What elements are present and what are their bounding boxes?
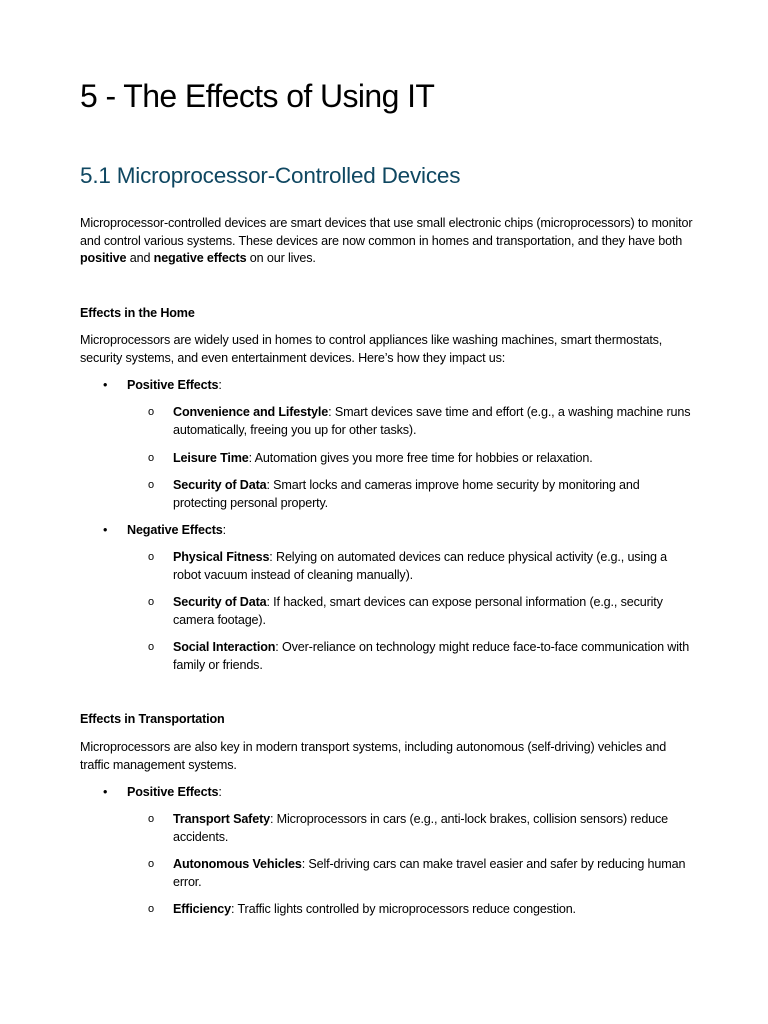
- intro-bold-positive: positive: [80, 251, 127, 265]
- section-heading: 5.1 Microprocessor-Controlled Devices: [80, 163, 461, 188]
- list-item: [148, 856, 693, 891]
- item-desc: : Microprocessors in cars (e.g., anti-lock brakes, collision sensors) reduce accidents.: [173, 812, 669, 844]
- intro-text-2: and: [126, 251, 154, 265]
- sub-bullet-icon: o: [148, 406, 154, 418]
- item-desc: : Self-driving cars can make travel easier and safer by reducing human error.: [173, 857, 686, 889]
- colon: :: [218, 785, 222, 799]
- sub-bullet-icon: o: [148, 551, 154, 563]
- intro-text-3: on our lives.: [246, 251, 316, 265]
- home-heading: Effects in the Home: [80, 306, 195, 320]
- item-term: Leisure Time: [173, 451, 249, 465]
- item-desc: : Over-reliance on technology might reduce face-to-face communication with family or friends.: [173, 640, 690, 672]
- home-positive-label-text: Positive Effects: [127, 378, 219, 392]
- list-item: [148, 811, 693, 846]
- sub-bullet-icon: o: [148, 596, 154, 608]
- item-desc: : Smart devices save time and effort (e.g., a washing machine runs automatically, freeing you up for other tasks).: [173, 405, 691, 437]
- intro-paragraph: [80, 215, 695, 268]
- item-term: Autonomous Vehicles: [173, 857, 302, 871]
- item-term: Security of Data: [173, 478, 267, 492]
- list-item: [148, 594, 693, 629]
- sub-bullet-icon: o: [148, 813, 154, 825]
- item-desc: : Relying on automated devices can reduce physical activity (e.g., using a robot vacuum instead of cleaning manually).: [173, 550, 668, 582]
- transport-positive-label-text: Positive Effects: [127, 785, 219, 799]
- sub-bullet-icon: o: [148, 858, 154, 870]
- list-item: [148, 901, 693, 919]
- sub-bullet-icon: o: [148, 479, 154, 491]
- item-term: Efficiency: [173, 902, 231, 916]
- item-term: Security of Data: [173, 595, 267, 609]
- list-item: [148, 404, 693, 439]
- transport-paragraph: Microprocessors are also key in modern transport systems, including autonomous (self-driving) vehicles and traffic management systems.: [80, 740, 667, 772]
- item-term: Physical Fitness: [173, 550, 270, 564]
- colon: :: [222, 523, 226, 537]
- sub-bullet-icon: o: [148, 452, 154, 464]
- item-term: Social Interaction: [173, 640, 276, 654]
- list-item: [148, 549, 693, 584]
- list-item: [148, 477, 693, 512]
- colon: :: [218, 378, 222, 392]
- page-title: 5 - The Effects of Using IT: [80, 78, 435, 114]
- sub-bullet-icon: o: [148, 903, 154, 915]
- transport-heading: Effects in Transportation: [80, 712, 225, 726]
- bullet-icon: •: [103, 785, 108, 799]
- intro-bold-negative: negative effects: [153, 251, 247, 265]
- item-desc: : If hacked, smart devices can expose personal information (e.g., security camera footage).: [173, 595, 663, 627]
- list-item: [148, 639, 693, 674]
- intro-text-1: Microprocessor-controlled devices are smart devices that use small electronic chips (microprocessors) to monitor and control various systems. These devices are now common in homes and transportation, and they have both: [80, 216, 693, 248]
- item-term: Transport Safety: [173, 812, 270, 826]
- home-negative-label-text: Negative Effects: [127, 523, 223, 537]
- bullet-icon: •: [103, 378, 108, 392]
- sub-bullet-icon: o: [148, 641, 154, 653]
- item-desc: : Smart locks and cameras improve home security by monitoring and protecting personal property.: [173, 478, 640, 510]
- item-term: Convenience and Lifestyle: [173, 405, 329, 419]
- item-desc: : Automation gives you more free time for hobbies or relaxation.: [248, 451, 593, 465]
- home-paragraph: Microprocessors are widely used in homes to control appliances like washing machines, smart thermostats, security systems, and even entertainment devices. Here’s how they impact us:: [80, 333, 663, 365]
- item-desc: : Traffic lights controlled by microprocessors reduce congestion.: [231, 902, 576, 916]
- bullet-icon: •: [103, 523, 108, 537]
- list-item: [148, 450, 693, 468]
